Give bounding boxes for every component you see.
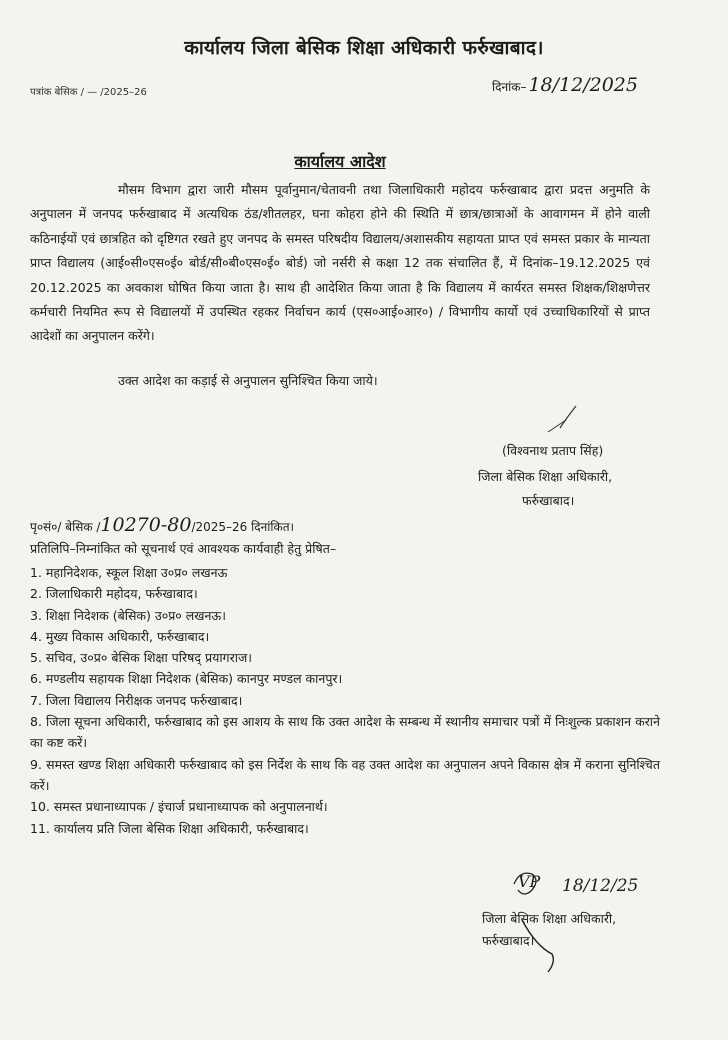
list-item: 4. मुख्य विकास अधिकारी, फर्रुखाबाद। — [30, 628, 210, 644]
order-title: कार्यालय आदेश — [294, 152, 386, 171]
handwritten-ref-number: 10270-80 — [100, 514, 192, 536]
list-item: 9. समस्त खण्ड शिक्षा अधिकारी फर्रुखाबाद को इस निर्देश के साथ कि वह उक्त आदेश का अनुपालन अपने विकास क्षेत्र में कराना सुनिश्चित करें। — [30, 756, 660, 793]
office-header-title: कार्यालय जिला बेसिक शिक्षा अधिकारी फर्रुखाबाद। — [184, 37, 544, 59]
footer-designation: जिला बेसिक शिक्षा अधिकारी, — [482, 911, 617, 926]
list-item: 7. जिला विद्यालय निरीक्षक जनपद फर्रुखाबाद। — [30, 692, 243, 708]
list-item: 3. शिक्षा निदेशक (बेसिक) उ०प्र० लखनऊ। — [30, 607, 226, 623]
letter-date — [492, 74, 638, 96]
distribution-ref-prefix: पृ०सं०/ बेसिक / — [30, 520, 101, 534]
list-item: 10. समस्त प्रधानाध्यापक / इंचार्ज प्रधानाध्यापक को अनुपालनार्थ। — [30, 799, 328, 815]
upper-signature-tail — [548, 420, 566, 432]
list-item: 2. जिलाधिकारी महोदय, फर्रुखाबाद। — [30, 586, 198, 602]
list-item: 8. जिला सूचना अधिकारी, फर्रुखाबाद को इस आशय के साथ कि उक्त आदेश के सम्बन्ध में स्थानीय समाचार पत्रों में निःशुल्क प्रकाशन कराने का कष्ट करें। — [30, 714, 660, 751]
list-item: 5. सचिव, उ०प्र० बेसिक शिक्षा परिषद् प्रयागराज। — [30, 650, 252, 666]
list-item: 1. महानिदेशक, स्कूल शिक्षा उ०प्र० लखनऊ — [30, 565, 228, 580]
footer-signatory — [482, 908, 616, 952]
order-body-text: मौसम विभाग द्वारा जारी मौसम पूर्वानुमान/चेतावनी तथा जिलाधिकारी महोदय फर्रुखाबाद द्वारा प्रदत्त अनुमति के अनुपालन में जनपद फर्रुखाबाद में अत्यधिक ठंड/शीतलहर, घना कोहरा होने की स्थिति में छात्र/छात्राओं के आवागमन में होने वाली कठिनाईयों एवं छात्रहित को दृष्टिगत रखते हुए जनपद के समस्त परिषदीय विद्यालय/अशासकीय सहायता प्राप्त एवं समस्त प्रकार के मान्यता प्राप्त विद्यालय (आई०सी०एस०ई० बोर्ड/सी०बी०एस०ई० बोर्ड) जो नर्सरी से कक्षा 12 तक संचालित हैं, में दिनांक–19.12.2025 एवं 20.12.2025 का अवकाश घोषित किया जाता है। साथ ही आदेशित किया जाता है कि विद्यालय में कार्यरत समस्त शिक्षक/शिक्षणेत्तर कर्मचारी नियमित रूप से विद्यालयों में उपस्थित रहकर निर्वाचन कार्य (एस०आई०आर०) / विभागीय कार्यो एवं उच्चाधिकारियों से प्राप्त आदेशों का अनुपालन करेंगे। — [30, 182, 650, 344]
signatory-place: फर्रुखाबाद। — [522, 493, 575, 508]
list-item: 11. कार्यालय प्रति जिला बेसिक शिक्षा अधिकारी, फर्रुखाबाद। — [30, 820, 309, 836]
handwritten-date: 18/12/2025 — [528, 74, 638, 96]
compliance-statement: उक्त आदेश का कड़ाई से अनुपालन सुनिश्चित किया जाये। — [118, 373, 378, 388]
distribution-ref-suffix: /2025–26 दिनांकित। — [191, 520, 295, 534]
signatory-designation: जिला बेसिक शिक्षा अधिकारी, — [478, 469, 613, 484]
copy-intro: प्रतिलिपि–निम्नांकित को सूचनार्थ एवं आवश्यक कार्यवाही हेतु प्रेषित– — [30, 541, 337, 556]
order-body — [30, 178, 650, 349]
distribution-list — [30, 562, 660, 839]
distribution-reference — [30, 514, 294, 536]
signatory-name: (विश्वनाथ प्रताप सिंह) — [502, 443, 604, 458]
date-label: दिनांक– — [492, 80, 527, 94]
footer-place: फर्रुखाबाद। — [482, 933, 535, 948]
footer-handwritten-date: 18/12/25 — [562, 876, 639, 896]
letter-reference-number: पत्रांक बेसिक / — /2025–26 — [30, 87, 147, 98]
upper-signature-stroke — [560, 406, 576, 428]
handwritten-initials: VP — [518, 872, 541, 891]
list-item: 6. मण्डलीय सहायक शिक्षा निदेशक (बेसिक) कानपुर मण्डल कानपुर। — [30, 671, 343, 687]
